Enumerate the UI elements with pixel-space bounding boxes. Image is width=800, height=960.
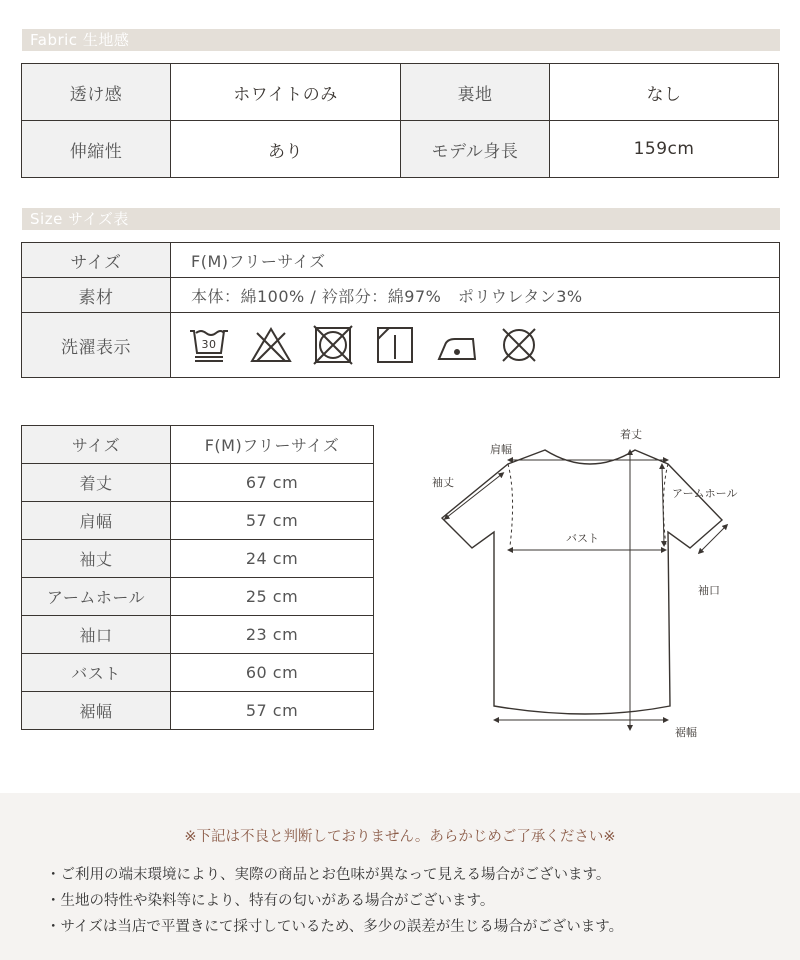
shoulder-label: 肩幅 [490, 443, 512, 456]
notice-item: ・サイズは当店で平置きにて採寸しているため、多少の誤差が生じる場合がございます。 [46, 919, 624, 935]
sleeve-label: 袖丈 [432, 476, 454, 489]
size-section-bar: Size サイズ表 [22, 208, 780, 230]
model-height-value: 159cm [550, 121, 779, 178]
table-row [22, 616, 374, 654]
measure-value: 23 cm [171, 616, 374, 654]
material-label: 素材 [22, 278, 171, 313]
model-height-label: モデル身長 [401, 121, 550, 178]
no-dry-clean-icon [497, 325, 541, 365]
table-row [22, 278, 780, 313]
measure-label: アームホール [22, 578, 171, 616]
cuff-label: 袖口 [698, 584, 720, 597]
length-label: 着丈 [620, 428, 642, 441]
wash-temp: 30 [201, 338, 217, 351]
table-row [22, 464, 374, 502]
table-header-row [22, 426, 374, 464]
measure-header-size: サイズ [22, 426, 171, 464]
sheerness-label: 透け感 [22, 64, 171, 121]
measure-label: 着丈 [22, 464, 171, 502]
cuff-arrow [700, 526, 726, 552]
notice-item: ・ご利用の端末環境により、実際の商品とお色味が異なって見える場合がございます。 [46, 867, 611, 883]
notice-item: ・生地の特性や染料等により、特有の匂いがある場合がございます。 [46, 893, 495, 909]
size-label: サイズ [22, 243, 171, 278]
stretch-value: あり [171, 121, 401, 178]
measure-label: 裾幅 [22, 692, 171, 730]
stretch-label: 伸縮性 [22, 121, 171, 178]
care-icons-cell [171, 313, 780, 378]
measure-label: 袖口 [22, 616, 171, 654]
notice-panel [0, 793, 800, 960]
lining-value: なし [550, 64, 779, 121]
lining-label: 裏地 [401, 64, 550, 121]
table-row [22, 121, 779, 178]
size-info-table [21, 242, 780, 378]
armhole-arrow [662, 466, 664, 544]
hem-label: 裾幅 [675, 726, 697, 739]
sleeve-arrow [446, 474, 502, 518]
care-label: 洗濯表示 [22, 313, 171, 378]
table-row [22, 578, 374, 616]
measure-value: 67 cm [171, 464, 374, 502]
notice-title: ※下記は不良と判断しておりません。あらかじめご了承ください※ [184, 829, 616, 845]
table-row [22, 654, 374, 692]
measurement-table [21, 425, 374, 730]
measure-label: 袖丈 [22, 540, 171, 578]
no-bleach-icon [249, 325, 293, 365]
measure-value: 25 cm [171, 578, 374, 616]
material-value: 本体：綿100% / 衿部分：綿97% ポリウレタン3% [171, 278, 780, 313]
table-row [22, 540, 374, 578]
sheerness-value: ホワイトのみ [171, 64, 401, 121]
no-tumble-dry-icon [311, 325, 355, 365]
table-row [22, 692, 374, 730]
wash-30-icon [187, 325, 231, 365]
measure-value: 60 cm [171, 654, 374, 692]
table-row [22, 502, 374, 540]
table-row [22, 313, 780, 378]
iron-low-icon [435, 325, 479, 365]
table-row [22, 243, 780, 278]
table-row [22, 64, 779, 121]
size-value: F(M)フリーサイズ [171, 243, 780, 278]
measure-header-value: F(M)フリーサイズ [171, 426, 374, 464]
fabric-table [21, 63, 779, 178]
measure-value: 24 cm [171, 540, 374, 578]
fabric-section-bar: Fabric 生地感 [22, 29, 780, 51]
tshirt-measurement-diagram [420, 420, 780, 750]
measure-value: 57 cm [171, 692, 374, 730]
armhole-label: アームホール [672, 487, 738, 500]
bust-label: バスト [566, 532, 599, 545]
line-dry-shade-icon [373, 325, 417, 365]
measure-label: バスト [22, 654, 171, 692]
measure-value: 57 cm [171, 502, 374, 540]
measure-label: 肩幅 [22, 502, 171, 540]
